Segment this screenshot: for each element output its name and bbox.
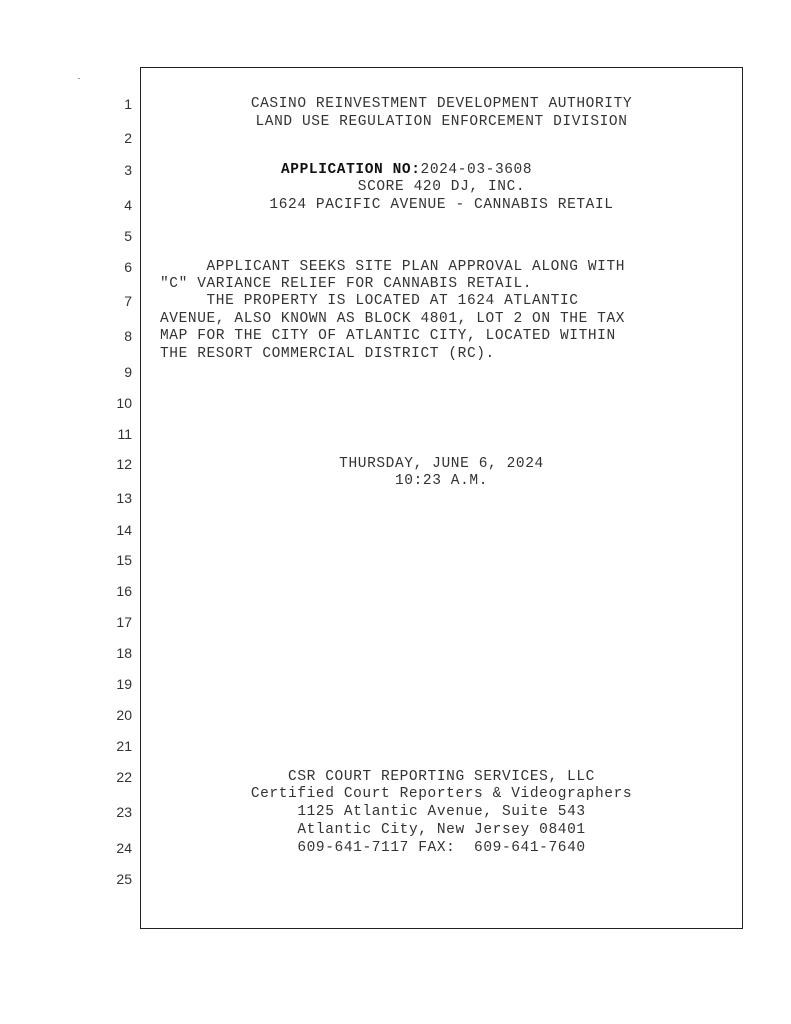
application-number-line	[281, 162, 532, 179]
application-number: 2024-03-3608	[420, 162, 533, 178]
line-number: 8	[124, 328, 132, 344]
agency-name: CASINO REINVESTMENT DEVELOPMENT AUTHORITY	[250, 96, 633, 112]
line-number: 6	[124, 259, 132, 275]
reporter-street: 1125 Atlantic Avenue, Suite 543	[297, 804, 586, 820]
division-name: LAND USE REGULATION ENFORCEMENT DIVISION	[255, 114, 628, 130]
reporter-phone-fax: 609-641-7117 FAX: 609-641-7640	[297, 840, 586, 856]
line-number: 22	[116, 769, 132, 785]
application-number-label: APPLICATION NO:	[281, 162, 421, 178]
line-number: 13	[116, 490, 132, 506]
scan-speck	[78, 78, 80, 79]
line-number: 19	[116, 676, 132, 692]
line-number: 2	[124, 130, 132, 146]
line-number: 23	[116, 804, 132, 820]
applicant-name: SCORE 420 DJ, INC.	[357, 179, 526, 195]
description-line-5: MAP FOR THE CITY OF ATLANTIC CITY, LOCATED WITHIN	[160, 328, 616, 344]
description-line-3: THE PROPERTY IS LOCATED AT 1624 ATLANTIC	[160, 293, 579, 309]
line-number: 25	[116, 871, 132, 887]
reporter-city: Atlantic City, New Jersey 08401	[297, 822, 586, 838]
property-address-line: 1624 PACIFIC AVENUE - CANNABIS RETAIL	[269, 197, 614, 213]
description-line-2: "C" VARIANCE RELIEF FOR CANNABIS RETAIL.	[160, 276, 533, 292]
line-number: 12	[116, 456, 132, 472]
line-number: 5	[124, 228, 132, 244]
reporter-company: CSR COURT REPORTING SERVICES, LLC	[288, 769, 595, 785]
description-line-6: THE RESORT COMMERCIAL DISTRICT (RC).	[160, 346, 495, 362]
line-number: 1	[124, 96, 132, 112]
line-number: 21	[116, 738, 132, 754]
line-number: 14	[116, 522, 132, 538]
line-number: 9	[124, 364, 132, 380]
line-number: 15	[116, 552, 132, 568]
line-number: 16	[116, 583, 132, 599]
line-number: 18	[116, 645, 132, 661]
line-number: 11	[117, 426, 132, 442]
description-line-1: APPLICANT SEEKS SITE PLAN APPROVAL ALONG WITH	[160, 259, 626, 275]
line-number: 7	[124, 293, 132, 309]
description-line-4: AVENUE, ALSO KNOWN AS BLOCK 4801, LOT 2 ON THE TAX	[160, 311, 626, 327]
line-number: 24	[116, 840, 132, 856]
line-number: 3	[124, 162, 132, 178]
line-number: 20	[116, 707, 132, 723]
hearing-time: 10:23 A.M.	[394, 473, 488, 489]
line-number: 4	[124, 197, 132, 213]
hearing-date: THURSDAY, JUNE 6, 2024	[339, 456, 544, 472]
line-number: 17	[116, 614, 132, 630]
reporter-tagline: Certified Court Reporters & Videographers	[250, 786, 633, 802]
line-number: 10	[116, 395, 132, 411]
